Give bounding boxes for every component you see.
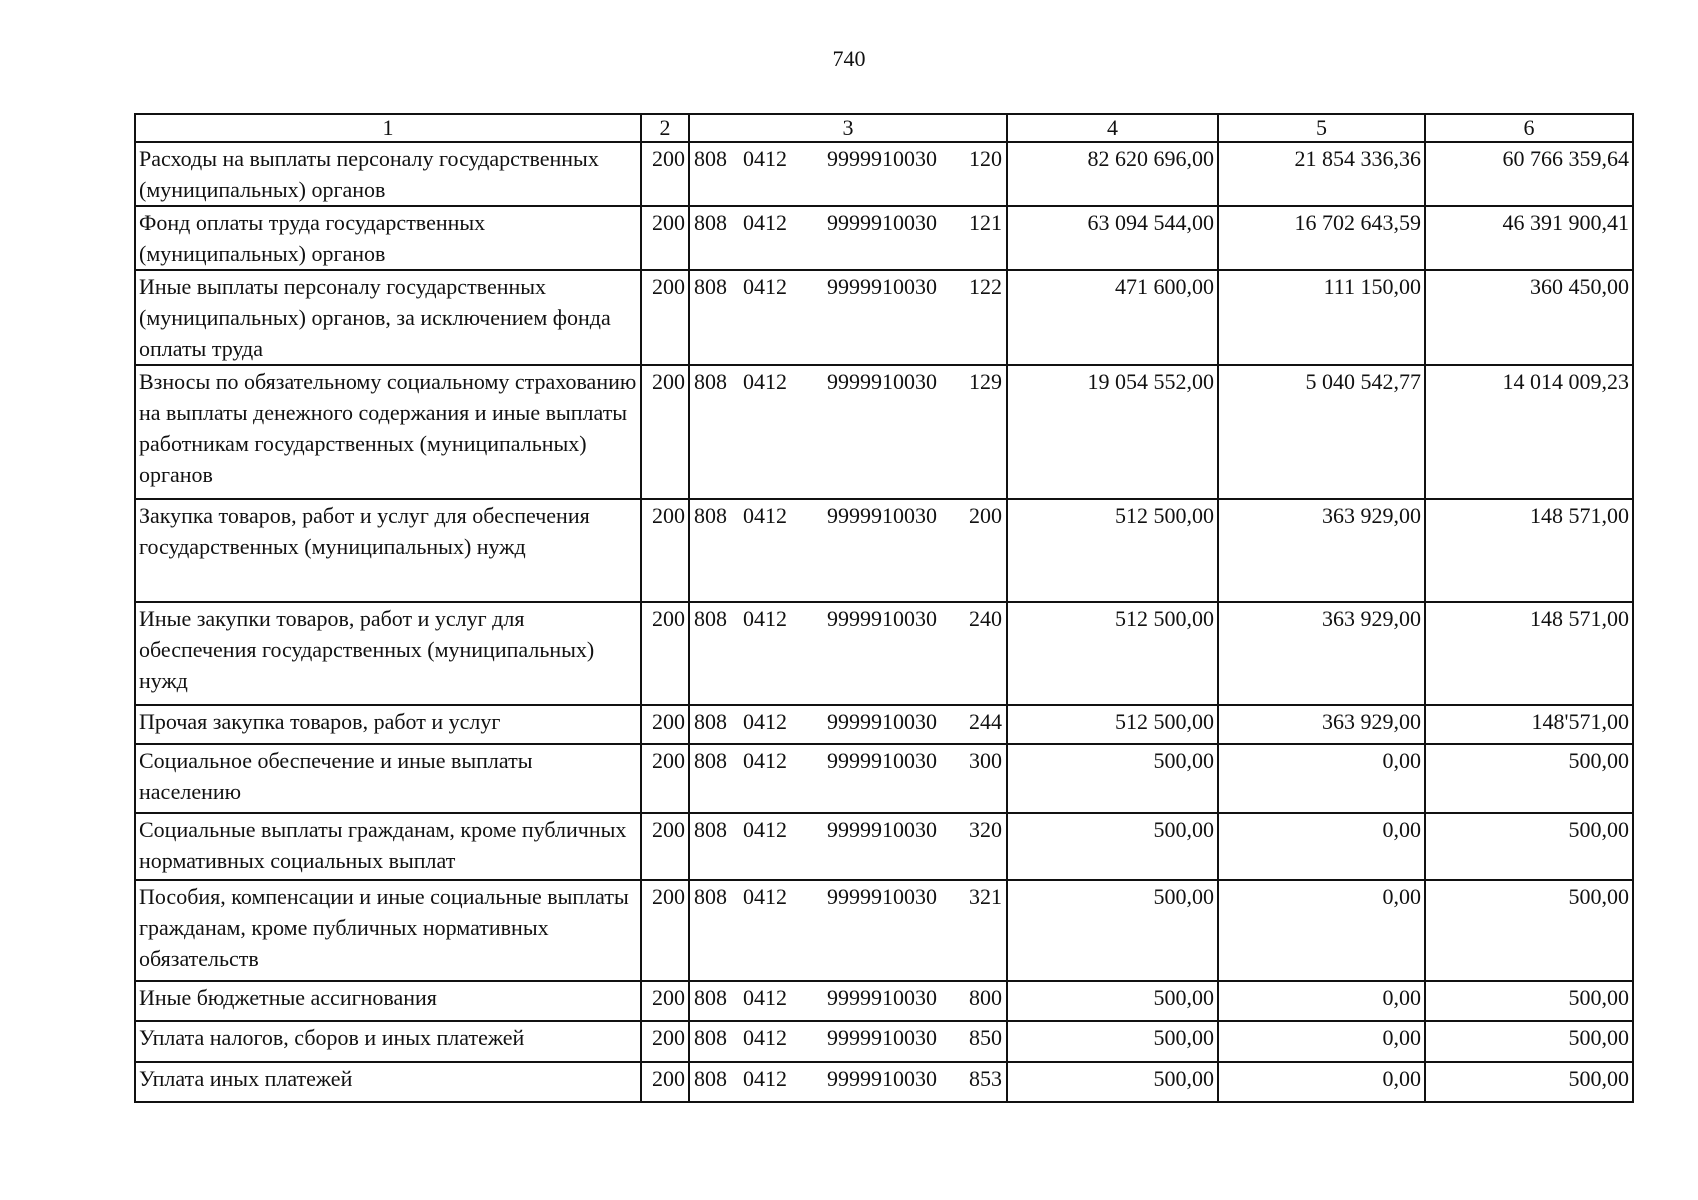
row-name: Закупка товаров, работ и услуг для обеспечения государственных (муниципальных) нужд <box>135 499 641 602</box>
row-col-2: 200 <box>641 1062 689 1102</box>
table-row <box>135 1062 1633 1102</box>
row-col-6: 500,00 <box>1425 744 1633 813</box>
table-row <box>135 1021 1633 1062</box>
header-row <box>135 114 1633 142</box>
code-target: 9999910030 <box>827 503 937 528</box>
code-target: 9999910030 <box>827 817 937 842</box>
code-ministry: 808 <box>694 985 727 1010</box>
row-col-2: 200 <box>641 880 689 981</box>
code-ministry: 808 <box>694 817 727 842</box>
row-col-5: 0,00 <box>1218 981 1425 1021</box>
code-target: 9999910030 <box>827 1066 937 1091</box>
code-expense-type: 321 <box>969 884 1002 909</box>
row-col-5: 0,00 <box>1218 813 1425 880</box>
row-name: Уплата иных платежей <box>135 1062 641 1102</box>
row-col-5: 111 150,00 <box>1218 270 1425 365</box>
row-col-2: 200 <box>641 813 689 880</box>
budget-table <box>134 113 1634 1103</box>
row-col-2: 200 <box>641 602 689 705</box>
row-name: Взносы по обязательному социальному страхованию на выплаты денежного содержания и иные выплаты работникам государственных (муниципальных) органов <box>135 365 641 499</box>
row-col-2: 200 <box>641 142 689 206</box>
table-row <box>135 981 1633 1021</box>
code-target: 9999910030 <box>827 210 937 235</box>
row-col-5: 16 702 643,59 <box>1218 206 1425 270</box>
code-expense-type: 300 <box>969 748 1002 773</box>
row-codes <box>689 744 1007 813</box>
header-col-3: 3 <box>689 114 1007 142</box>
code-expense-type: 129 <box>969 369 1002 394</box>
code-expense-type: 800 <box>969 985 1002 1010</box>
table-row <box>135 813 1633 880</box>
row-col-6: 500,00 <box>1425 880 1633 981</box>
code-section: 0412 <box>743 817 787 842</box>
row-codes <box>689 1062 1007 1102</box>
row-col-6: 500,00 <box>1425 813 1633 880</box>
code-expense-type: 240 <box>969 606 1002 631</box>
code-section: 0412 <box>743 985 787 1010</box>
code-target: 9999910030 <box>827 709 937 734</box>
row-col-5: 0,00 <box>1218 1021 1425 1062</box>
code-section: 0412 <box>743 503 787 528</box>
row-codes <box>689 1021 1007 1062</box>
table-row <box>135 365 1633 499</box>
row-col-4: 500,00 <box>1007 880 1218 981</box>
row-codes <box>689 981 1007 1021</box>
row-codes <box>689 813 1007 880</box>
code-expense-type: 122 <box>969 274 1002 299</box>
table-row <box>135 270 1633 365</box>
row-col-6: 14 014 009,23 <box>1425 365 1633 499</box>
row-codes <box>689 880 1007 981</box>
row-col-4: 63 094 544,00 <box>1007 206 1218 270</box>
code-expense-type: 850 <box>969 1025 1002 1050</box>
row-col-4: 512 500,00 <box>1007 705 1218 744</box>
row-codes <box>689 602 1007 705</box>
row-codes <box>689 270 1007 365</box>
row-col-6: 148'571,00 <box>1425 705 1633 744</box>
row-col-6: 500,00 <box>1425 981 1633 1021</box>
code-target: 9999910030 <box>827 606 937 631</box>
code-ministry: 808 <box>694 503 727 528</box>
code-section: 0412 <box>743 274 787 299</box>
code-target: 9999910030 <box>827 369 937 394</box>
code-section: 0412 <box>743 709 787 734</box>
row-col-5: 0,00 <box>1218 744 1425 813</box>
code-ministry: 808 <box>694 369 727 394</box>
page-number: 740 <box>832 46 866 71</box>
row-codes <box>689 365 1007 499</box>
row-name: Иные выплаты персоналу государственных (муниципальных) органов, за исключением фонда оплаты труда <box>135 270 641 365</box>
row-name: Иные бюджетные ассигнования <box>135 981 641 1021</box>
row-col-5: 363 929,00 <box>1218 602 1425 705</box>
code-section: 0412 <box>743 884 787 909</box>
code-ministry: 808 <box>694 210 727 235</box>
code-target: 9999910030 <box>827 1025 937 1050</box>
code-ministry: 808 <box>694 884 727 909</box>
code-section: 0412 <box>743 210 787 235</box>
row-col-6: 500,00 <box>1425 1062 1633 1102</box>
row-col-5: 5 040 542,77 <box>1218 365 1425 499</box>
row-codes <box>689 206 1007 270</box>
row-col-5: 21 854 336,36 <box>1218 142 1425 206</box>
header-col-2: 2 <box>641 114 689 142</box>
row-col-6: 360 450,00 <box>1425 270 1633 365</box>
row-col-5: 0,00 <box>1218 880 1425 981</box>
row-col-4: 471 600,00 <box>1007 270 1218 365</box>
code-section: 0412 <box>743 606 787 631</box>
row-col-4: 500,00 <box>1007 1062 1218 1102</box>
code-section: 0412 <box>743 1025 787 1050</box>
row-col-4: 19 054 552,00 <box>1007 365 1218 499</box>
table-row <box>135 206 1633 270</box>
row-name: Прочая закупка товаров, работ и услуг <box>135 705 641 744</box>
row-col-4: 500,00 <box>1007 981 1218 1021</box>
row-col-2: 200 <box>641 365 689 499</box>
code-target: 9999910030 <box>827 884 937 909</box>
code-section: 0412 <box>743 146 787 171</box>
header-col-5: 5 <box>1218 114 1425 142</box>
row-col-6: 148 571,00 <box>1425 499 1633 602</box>
row-col-4: 512 500,00 <box>1007 499 1218 602</box>
row-col-4: 500,00 <box>1007 1021 1218 1062</box>
header-col-6: 6 <box>1425 114 1633 142</box>
code-ministry: 808 <box>694 606 727 631</box>
row-col-4: 500,00 <box>1007 744 1218 813</box>
row-col-2: 200 <box>641 1021 689 1062</box>
row-col-5: 363 929,00 <box>1218 499 1425 602</box>
row-name: Пособия, компенсации и иные социальные выплаты гражданам, кроме публичных нормативных обязательств <box>135 880 641 981</box>
row-col-4: 512 500,00 <box>1007 602 1218 705</box>
code-expense-type: 244 <box>969 709 1002 734</box>
row-codes <box>689 705 1007 744</box>
row-col-5: 363 929,00 <box>1218 705 1425 744</box>
code-section: 0412 <box>743 1066 787 1091</box>
table-row <box>135 499 1633 602</box>
row-col-2: 200 <box>641 499 689 602</box>
code-expense-type: 320 <box>969 817 1002 842</box>
code-section: 0412 <box>743 369 787 394</box>
row-col-2: 200 <box>641 744 689 813</box>
row-col-4: 500,00 <box>1007 813 1218 880</box>
row-name: Социальные выплаты гражданам, кроме публичных нормативных социальных выплат <box>135 813 641 880</box>
code-target: 9999910030 <box>827 274 937 299</box>
header-col-4: 4 <box>1007 114 1218 142</box>
code-ministry: 808 <box>694 1066 727 1091</box>
code-ministry: 808 <box>694 748 727 773</box>
row-name: Иные закупки товаров, работ и услуг для обеспечения государственных (муниципальных) нужд <box>135 602 641 705</box>
table-row <box>135 744 1633 813</box>
row-col-4: 82 620 696,00 <box>1007 142 1218 206</box>
code-target: 9999910030 <box>827 985 937 1010</box>
table-row <box>135 880 1633 981</box>
row-col-2: 200 <box>641 270 689 365</box>
code-ministry: 808 <box>694 1025 727 1050</box>
code-expense-type: 120 <box>969 146 1002 171</box>
code-expense-type: 853 <box>969 1066 1002 1091</box>
row-col-6: 148 571,00 <box>1425 602 1633 705</box>
row-col-2: 200 <box>641 981 689 1021</box>
row-col-2: 200 <box>641 705 689 744</box>
row-name: Уплата налогов, сборов и иных платежей <box>135 1021 641 1062</box>
code-target: 9999910030 <box>827 748 937 773</box>
table-row <box>135 142 1633 206</box>
row-codes <box>689 142 1007 206</box>
row-col-5: 0,00 <box>1218 1062 1425 1102</box>
row-col-6: 500,00 <box>1425 1021 1633 1062</box>
row-col-6: 46 391 900,41 <box>1425 206 1633 270</box>
row-name: Социальное обеспечение и иные выплаты населению <box>135 744 641 813</box>
row-col-6: 60 766 359,64 <box>1425 142 1633 206</box>
row-codes <box>689 499 1007 602</box>
row-col-2: 200 <box>641 206 689 270</box>
row-name: Фонд оплаты труда государственных (муниципальных) органов <box>135 206 641 270</box>
code-ministry: 808 <box>694 146 727 171</box>
code-expense-type: 121 <box>969 210 1002 235</box>
code-ministry: 808 <box>694 274 727 299</box>
code-expense-type: 200 <box>969 503 1002 528</box>
row-name: Расходы на выплаты персоналу государственных (муниципальных) органов <box>135 142 641 206</box>
table-row <box>135 602 1633 705</box>
code-ministry: 808 <box>694 709 727 734</box>
code-section: 0412 <box>743 748 787 773</box>
table-row <box>135 705 1633 744</box>
header-col-1: 1 <box>135 114 641 142</box>
code-target: 9999910030 <box>827 146 937 171</box>
